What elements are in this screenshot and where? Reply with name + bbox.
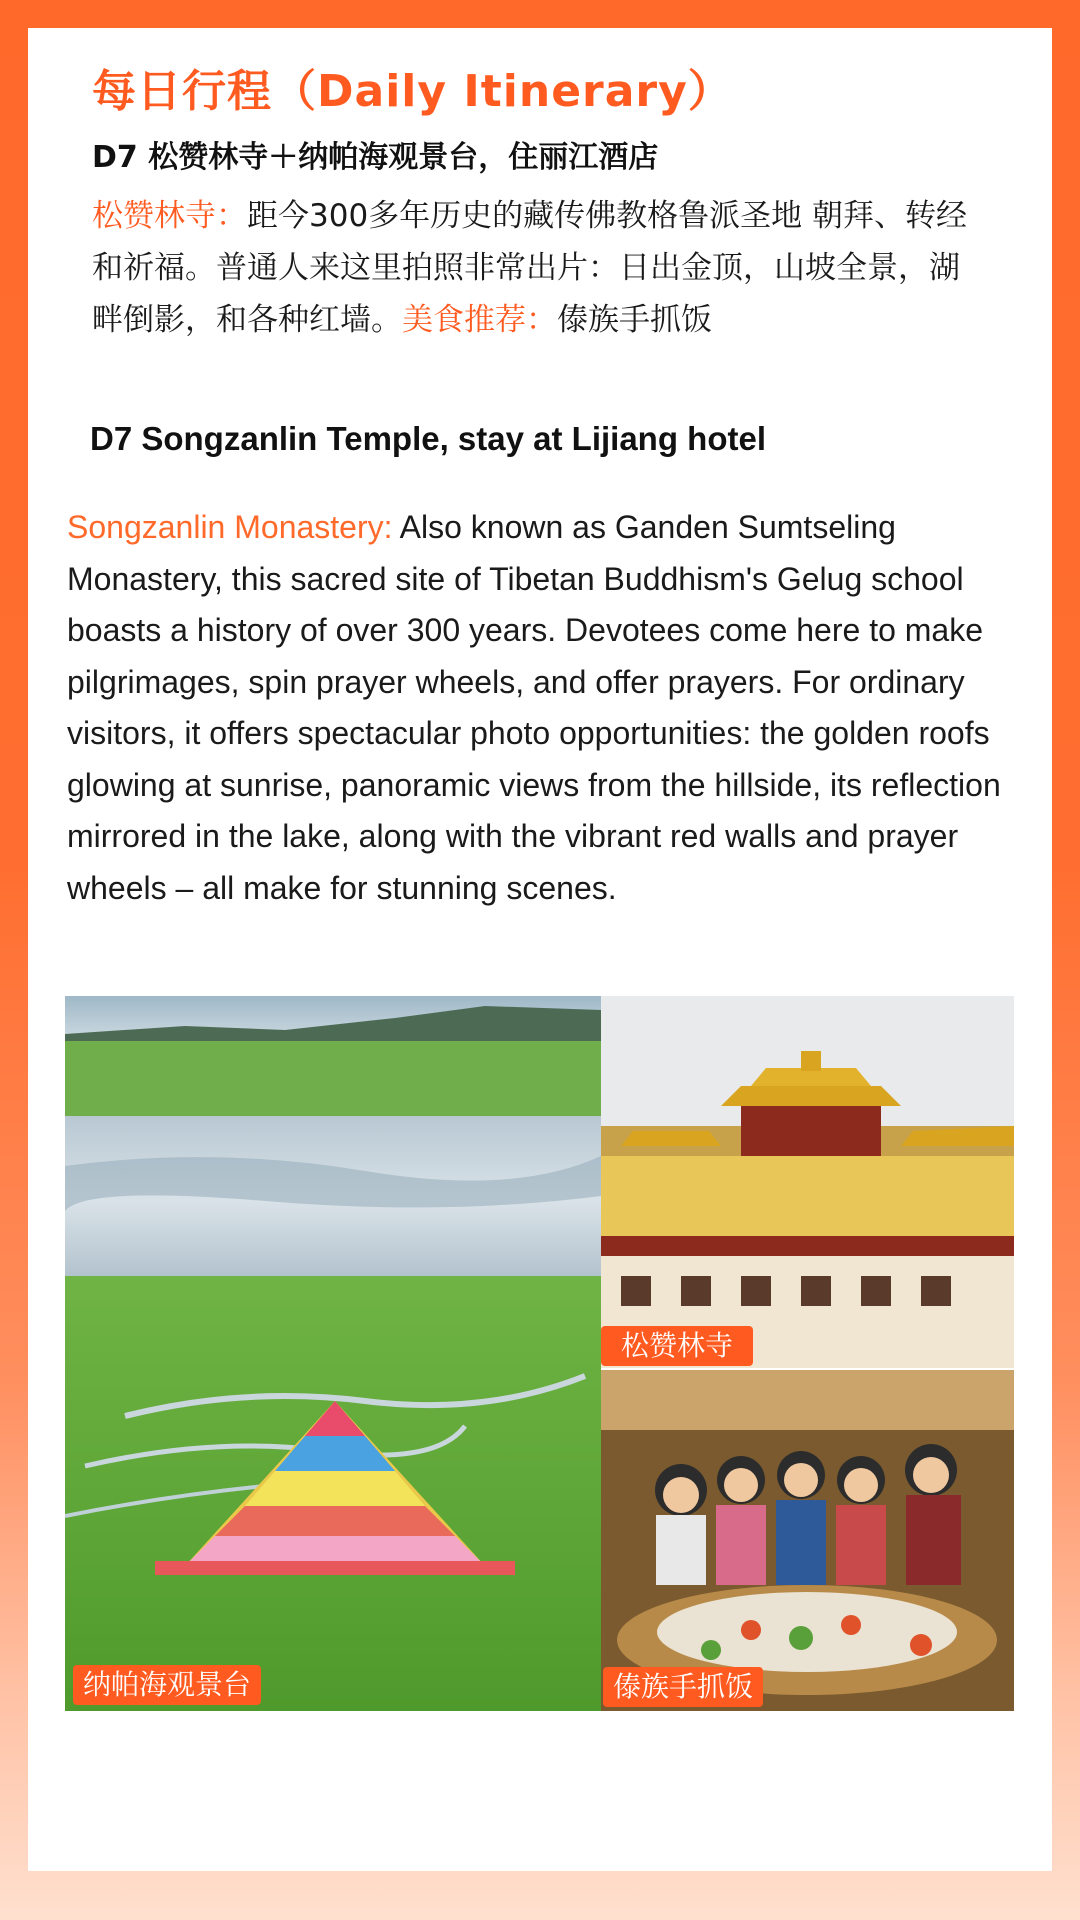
caption-songzanlin: 松赞林寺 [601, 1326, 753, 1366]
page-title: 每日行程（Daily Itinerary） [92, 66, 733, 117]
napa-lake-illustration [65, 996, 601, 1711]
highlight-label-food: 美食推荐： [402, 302, 557, 338]
group-dining-illustration [601, 1370, 1014, 1711]
description-cn [92, 190, 972, 346]
temple-illustration [601, 996, 1014, 1368]
caption-dai-food: 傣族手抓饭 [603, 1667, 763, 1707]
caption-napa-lake: 纳帕海观景台 [73, 1665, 261, 1705]
highlight-label-temple: 松赞林寺： [92, 198, 247, 234]
food-recommendation-cn: 傣族手抓饭 [557, 302, 712, 338]
songzanlin-temple-photo [601, 996, 1014, 1368]
temple-description-cn: 距今300多年历史的藏传佛教格鲁派圣地 朝拜、转经和祈福。普通人来这里拍照非常出片：日出金顶，山坡全景，湖畔倒影，和各种红墙。 [92, 198, 968, 338]
napa-lake-photo [65, 996, 601, 1711]
day-subtitle-en: D7 Songzanlin Temple, stay at Lijiang hotel [90, 420, 766, 457]
monastery-description-en: Also known as Ganden Sumtseling Monastery, this sacred site of Tibetan Buddhism's Gelug school boasts a history of over 300 years. Devotees come here to make pilgrimages, spin prayer wheels, and offer prayers. For ordinary visitors, it offers spectacular photo opportunities: the golden roofs glowing at sunrise, panoramic views from the hillside, its reflection mirrored in the lake, along with the vibrant red walls and prayer wheels – all make for stunning scenes. [67, 509, 1001, 906]
highlight-label-monastery: Songzanlin Monastery: [67, 509, 393, 545]
dai-food-photo [601, 1370, 1014, 1711]
day-subtitle-cn: D7 松赞林寺＋纳帕海观景台，住丽江酒店 [92, 140, 659, 175]
description-en [67, 502, 1037, 914]
